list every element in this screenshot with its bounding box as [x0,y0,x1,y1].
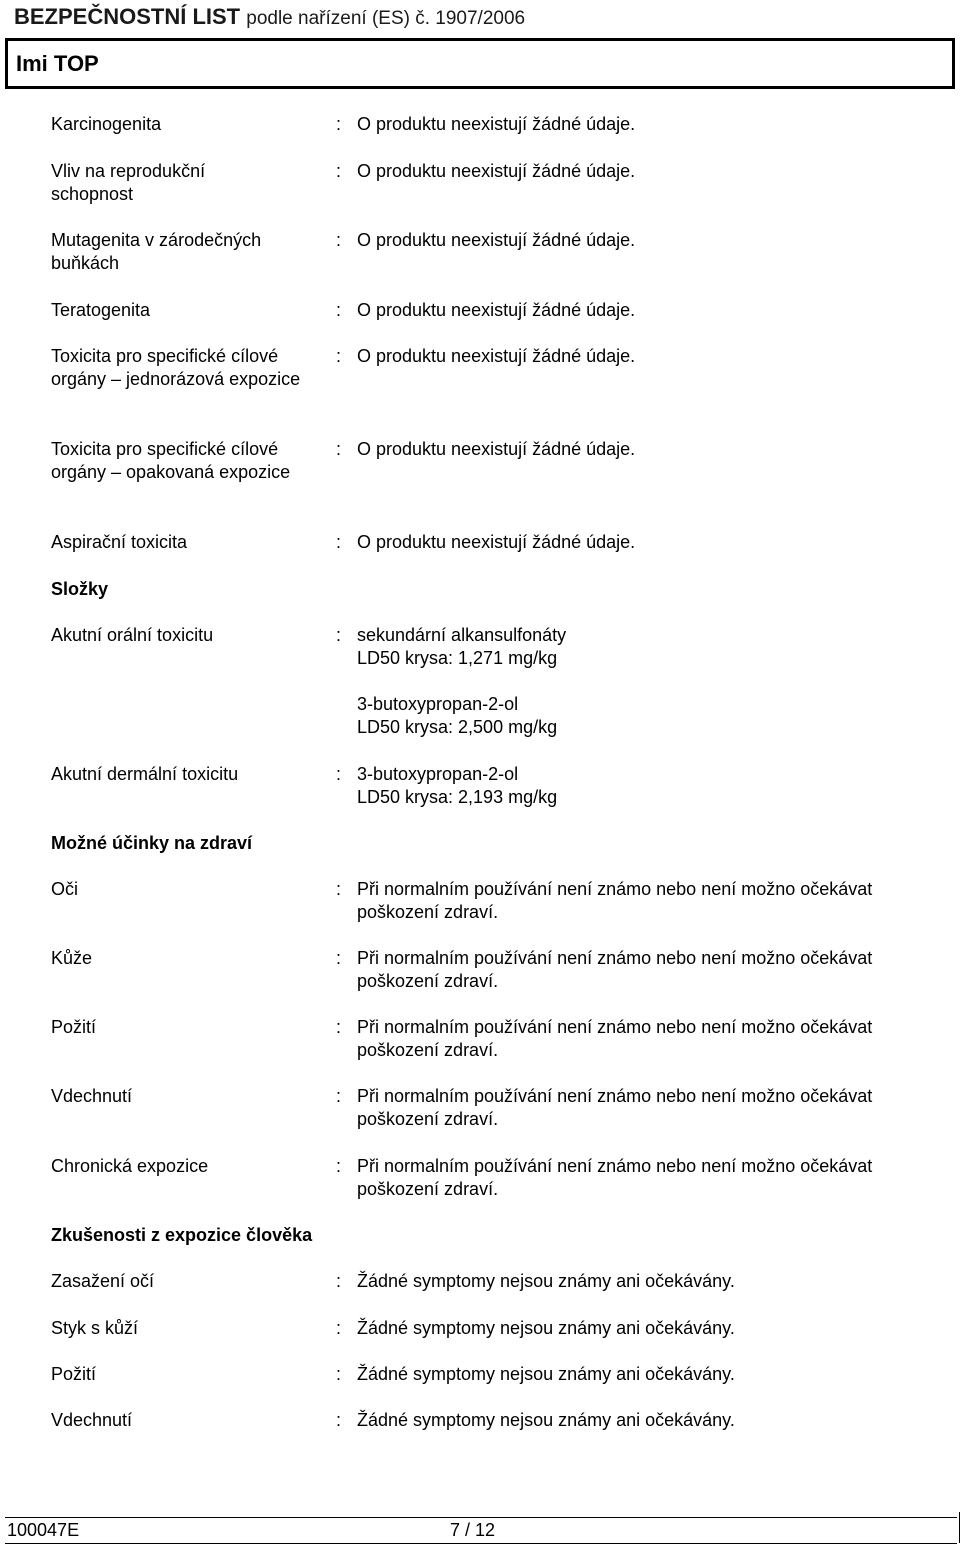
row-separator: : [336,1271,342,1291]
row-label: Akutní dermální toxicitu [51,764,239,784]
row-value [357,624,947,739]
row-separator: : [336,1410,342,1430]
row-value: O produktu neexistují žádné údaje. [357,161,636,181]
ld50-value: LD50 krysa: 2,500 mg/kg [357,717,558,737]
row-label: Požití [51,1364,97,1384]
row-label: Kůže [51,948,93,968]
row-label: Toxicita pro specifické cílové orgány – opakovaná expozice [51,439,291,482]
product-name: Imi TOP [16,51,99,76]
row-value: O produktu neexistují žádné údaje. [357,439,636,459]
section-heading-human-experience: Zkušenosti z expozice člověka [51,1225,313,1245]
row-value: Při normalním používání není známo nebo není možno očekávat poškození zdraví. [357,879,873,922]
row-separator: : [336,948,342,968]
row-label: Teratogenita [51,300,151,320]
row-separator: : [336,625,342,645]
row-label: Vdechnutí [51,1086,133,1106]
sheet-regulation: podle nařízení (ES) č. 1907/2006 [246,8,526,29]
row-value: Při normalním používání není známo nebo není možno očekávat poškození zdraví. [357,948,873,991]
row-label: Aspirační toxicita [51,532,188,552]
row-value: O produktu neexistují žádné údaje. [357,532,636,552]
row-label: Styk s kůží [51,1318,139,1338]
row-value: Při normalním používání není známo nebo není možno očekávat poškození zdraví. [357,1017,873,1060]
ld50-value: LD50 krysa: 1,271 mg/kg [357,648,558,668]
row-separator: : [336,300,342,320]
row-value: O produktu neexistují žádné údaje. [357,114,636,134]
substance-name: 3-butoxypropan-2-ol [357,764,519,784]
section-heading-components: Složky [51,579,109,599]
row-value: O produktu neexistují žádné údaje. [357,300,636,320]
row-separator: : [336,1156,342,1176]
row-separator: : [336,879,342,899]
row-separator: : [336,532,342,552]
row-separator: : [336,114,342,134]
substance-name: 3-butoxypropan-2-ol [357,694,519,714]
row-value: Při normalním používání není známo nebo není možno očekávat poškození zdraví. [357,1086,873,1129]
row-separator: : [336,1364,342,1384]
row-separator: : [336,1017,342,1037]
ld50-value: LD50 krysa: 2,193 mg/kg [357,787,558,807]
row-separator: : [336,161,342,181]
row-separator: : [336,764,342,784]
row-value: Žádné symptomy nejsou známy ani očekávány. [357,1271,735,1291]
row-label: Zasažení očí [51,1271,155,1291]
row-value: Žádné symptomy nejsou známy ani očekávány. [357,1410,735,1430]
row-separator: : [336,346,342,366]
row-value: O produktu neexistují žádné údaje. [357,230,636,250]
row-value: Žádné symptomy nejsou známy ani očekávány. [357,1318,735,1338]
document-header [14,2,956,34]
row-value [357,763,947,809]
product-name-box [5,38,955,89]
row-value: O produktu neexistují žádné údaje. [357,346,636,366]
page-number: 7 / 12 [450,1520,496,1540]
row-label: Toxicita pro specifické cílové orgány – jednorázová expozice [51,346,301,389]
row-label: Karcinogenita [51,114,162,134]
row-separator: : [336,439,342,459]
row-label: Vdechnutí [51,1410,133,1430]
sheet-title: BEZPEČNOSTNÍ LIST [14,4,241,29]
page-footer [5,1517,957,1544]
row-value: Při normalním používání není známo nebo není možno očekávat poškození zdraví. [357,1156,873,1199]
row-value: Žádné symptomy nejsou známy ani očekávány. [357,1364,735,1384]
row-separator: : [336,1318,342,1338]
document-number: 100047E [7,1520,80,1540]
row-separator: : [336,1086,342,1106]
row-label: Chronická expozice [51,1156,209,1176]
substance-name: sekundární alkansulfonáty [357,625,567,645]
row-label: Akutní orální toxicitu [51,625,214,645]
section-heading-health-effects: Možné účinky na zdraví [51,833,253,853]
row-label: Mutagenita v zárodečných buňkách [51,230,262,273]
row-label: Oči [51,879,78,899]
row-label: Požití [51,1017,97,1037]
row-label: Vliv na reprodukční schopnost [51,161,206,204]
row-separator: : [336,230,342,250]
